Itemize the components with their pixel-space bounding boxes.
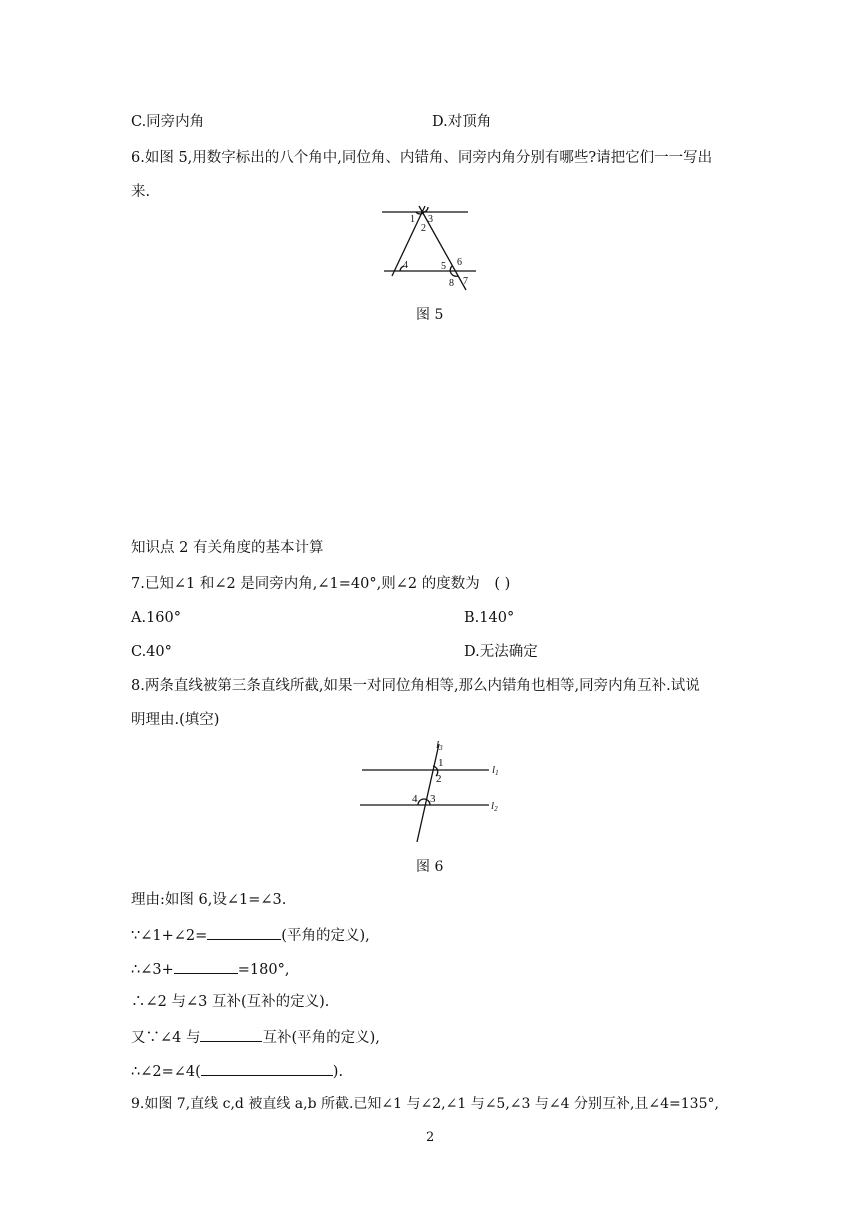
q8-blank-4[interactable] [201,1060,333,1076]
section-2-title: 知识点 2 有关角度的基本计算 [131,540,324,556]
q8-step-4 [131,1026,380,1048]
fig6-label-3: 3 [430,793,436,805]
fig6-label-l2: l2 [491,800,498,813]
fig6-label-l3: l3 [436,739,443,752]
q8-step-2 [131,958,289,980]
fig5-label-4: 4 [403,260,408,271]
q8-step-2-pre: ∴∠3+ [131,962,174,978]
q8-step-2-post: =180°, [237,962,290,978]
fig6-arc-4 [418,799,430,805]
q8-step-4-post: 互补(平角的定义), [262,1030,380,1046]
fig5-label-1: 1 [410,214,415,225]
q8-reason: 理由:如图 6,设∠1=∠3. [131,892,287,908]
q8-step-1 [131,924,370,946]
fig5-label-5: 5 [441,261,446,272]
fig6-label-l1: l1 [492,764,499,777]
fig6-label-4: 4 [412,793,418,805]
page-number: 2 [426,1130,435,1145]
fig5-caption: 图 5 [416,307,444,323]
q7-option-b: B.140° [464,610,515,626]
fig6-label-1: 1 [438,757,444,769]
figure-5 [378,204,488,294]
q7-option-a: A.160° [131,610,182,626]
q8-text-line1: 8.两条直线被第三条直线所截,如果一对同位角相等,那么内错角也相等,同旁内角互补.试说 [131,678,700,694]
figure-6 [355,738,515,844]
q6-text-line1: 6.如图 5,用数字标出的八个角中,同位角、内错角、同旁内角分别有哪些?请把它们一一写出 [131,150,713,166]
fig5-label-7: 7 [463,276,468,287]
q7-option-d: D.无法确定 [464,644,538,660]
q8-blank-2[interactable] [174,958,238,974]
q8-blank-1[interactable] [207,924,281,940]
q6-text-line2: 来. [131,184,151,200]
q7-option-c: C.40° [131,644,172,660]
fig5-right-transversal [419,206,466,290]
q8-step-1-post: (平角的定义), [281,928,370,944]
fig6-caption: 图 6 [416,859,444,875]
q8-text-line2: 明理由.(填空) [131,712,220,728]
q9-text-line1: 9.如图 7,直线 c,d 被直线 a,b 所截.已知∠1 与∠2,∠1 与∠5,∠3 与∠4 分别互补,且∠4=135°, [131,1096,719,1112]
q5-option-c: C.同旁内角 [131,114,205,130]
q5-option-d: D.对顶角 [432,114,492,130]
q8-step-3: ∴∠2 与∠3 互补(互补的定义). [131,994,330,1010]
fig5-label-8: 8 [449,278,454,289]
q7-stem [131,574,510,594]
q7-answer-paren: ( ) [494,576,511,592]
fig5-label-6: 6 [457,257,462,268]
fig5-label-2: 2 [421,223,426,234]
q8-step-4-pre: 又∵∠4 与 [131,1030,201,1046]
q8-step-1-pre: ∵∠1+∠2= [131,928,208,944]
q7-stem-text: 7.已知∠1 和∠2 是同旁内角,∠1=40°,则∠2 的度数为 [131,576,480,592]
q8-step-5-pre: ∴∠2=∠4( [131,1064,201,1080]
q8-blank-3[interactable] [200,1026,262,1042]
fig5-label-3: 3 [428,214,433,225]
q8-step-5 [131,1060,343,1082]
fig6-line-l3 [417,744,439,842]
fig6-label-2: 2 [436,773,442,785]
q8-step-5-post: ). [332,1064,344,1080]
fig5-left-transversal [392,206,425,276]
